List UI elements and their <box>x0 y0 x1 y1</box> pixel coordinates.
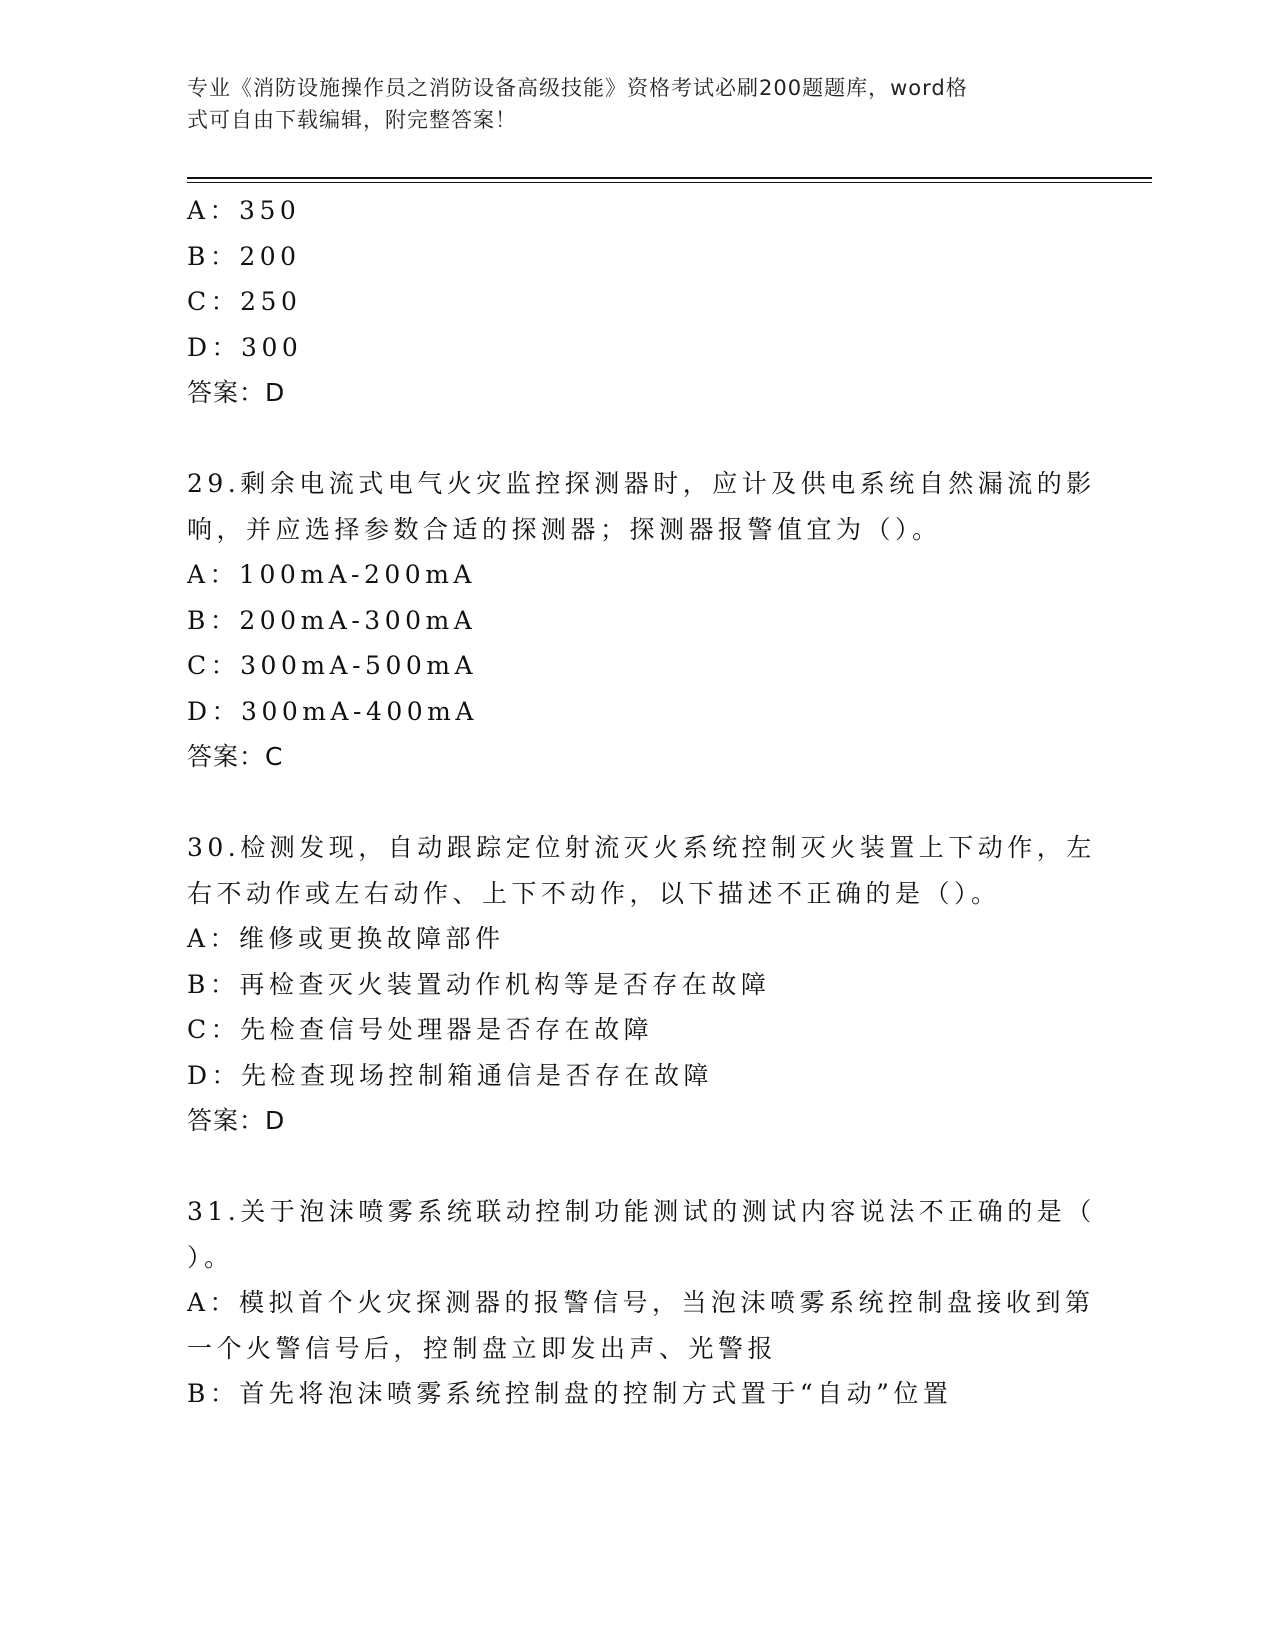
option-b: B：200mA-300mA <box>187 605 477 635</box>
option-c: C：先检查信号处理器是否存在故障 <box>187 1015 654 1044</box>
question-text-line-2: 右不动作或左右动作、上下不动作，以下描述不正确的是（）。 <box>187 878 1001 908</box>
option-a: A：350 <box>187 196 301 225</box>
option-a-line-1: A：模拟首个火灾探测器的报警信号，当泡沫喷雾系统控制盘接收到第 <box>187 1288 1095 1317</box>
option-a: A：维修或更换故障部件 <box>187 924 505 953</box>
question-text-line-1: 29.剩余电流式电气火灾监控探测器时，应计及供电系统自然漏流的影 <box>187 469 1096 498</box>
answer-line: 答案：D <box>187 1106 286 1135</box>
document-header <box>187 72 1067 136</box>
question-28-block <box>187 188 1087 416</box>
answer-line: 答案：C <box>187 742 284 771</box>
spacer <box>187 416 1087 462</box>
option-b: B：首先将泡沫喷雾系统控制盘的控制方式置于“自动”位置 <box>187 1379 953 1408</box>
option-d: D：300mA-400mA <box>187 696 478 726</box>
header-line-1: 专业《消防设施操作员之消防设备高级技能》资格考试必刷200题题库，word格 <box>187 76 968 100</box>
answer-line: 答案：D <box>187 378 286 407</box>
option-c: C：300mA-500mA <box>187 651 478 680</box>
question-30-block <box>187 825 1096 1144</box>
question-text-line-1: 31.关于泡沫喷雾系统联动控制功能测试的测试内容说法不正确的是（ <box>187 1197 1096 1226</box>
option-b: B：再检查灭火装置动作机构等是否存在故障 <box>187 969 771 999</box>
header-rule-thick <box>187 177 1152 179</box>
option-a: A：100mA-200mA <box>187 560 476 589</box>
question-content <box>187 188 1096 1417</box>
question-text-line-1: 30.检测发现，自动跟踪定位射流灭火系统控制灭火装置上下动作，左 <box>187 833 1096 862</box>
spacer <box>187 780 1087 826</box>
question-29-block <box>187 461 1096 780</box>
option-d: D：先检查现场控制箱通信是否存在故障 <box>187 1060 714 1090</box>
option-c: C：250 <box>187 287 302 316</box>
question-text-line-2: ）。 <box>187 1242 234 1272</box>
option-a-line-2: 一个火警信号后，控制盘立即发出声、光警报 <box>187 1333 778 1363</box>
option-d: D：300 <box>187 332 303 362</box>
header-line-2: 式可自由下载编辑，附完整答案！ <box>187 108 517 132</box>
question-31-block <box>187 1189 1096 1417</box>
header-rule-thin <box>187 182 1152 183</box>
question-text-line-2: 响，并应选择参数合适的探测器；探测器报警值宜为（）。 <box>187 514 942 544</box>
spacer <box>187 1144 1087 1190</box>
option-b: B：200 <box>187 241 301 271</box>
